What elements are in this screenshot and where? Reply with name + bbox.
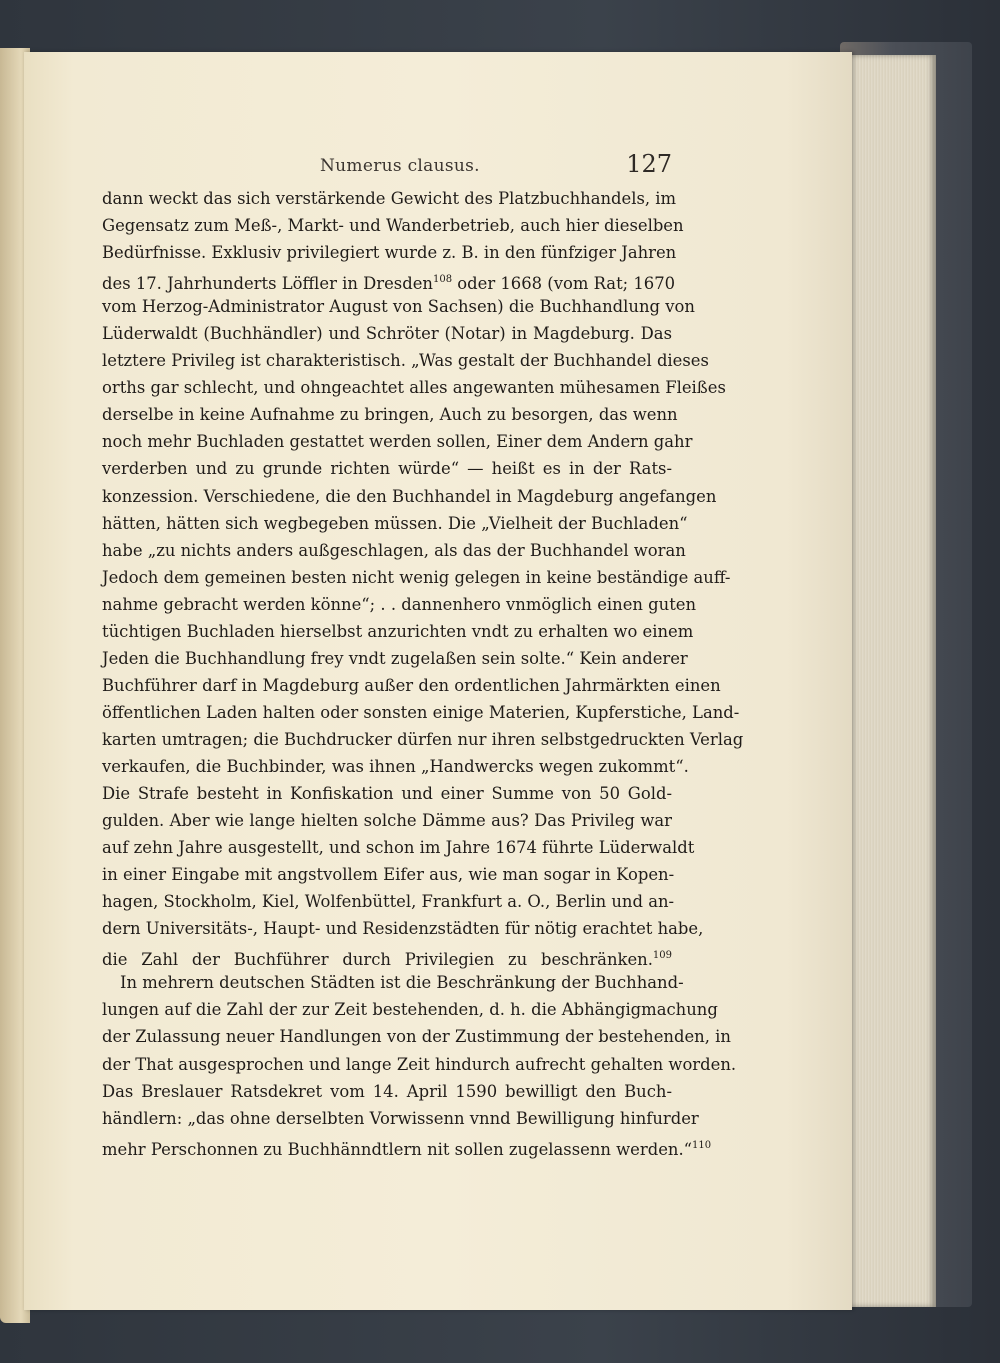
text-line: [102, 239, 677, 266]
line-text: in einer Eingabe mit angstvollem Eifer aus, wie man sogar in Kopen-: [102, 865, 675, 885]
line-text: Bedürfnisse. Exklusiv privilegiert wurde z. B. in den fünfziger Jahren: [102, 243, 677, 263]
text-line: [102, 510, 688, 537]
line-text: karten umtragen; die Buchdrucker dürfen nur ihren selbstgedruckten Verlag: [102, 729, 744, 749]
text-line: [102, 942, 672, 969]
line-text: Buchführer darf in Magdeburg außer den ordentlichen Jahrmärkten einen: [102, 675, 721, 695]
text-line: [102, 753, 689, 780]
text-line: [102, 1105, 699, 1132]
text-line: [102, 483, 717, 510]
line-text: derselbe in keine Aufnahme zu bringen, Auch zu besorgen, das wenn: [102, 405, 678, 425]
line-text: Jeden die Buchhandlung frey vndt zugelaßen sein solte.“ Kein anderer: [102, 648, 688, 668]
line-text: tüchtigen Buchladen hierselbst anzurichten vndt zu erhalten wo einem: [102, 621, 694, 641]
line-text: habe „zu nichts anders außgeschlagen, als das der Buchhandel woran: [102, 540, 686, 560]
line-text: konzession. Verschiedene, die den Buchhandel in Magdeburg angefangen: [102, 486, 717, 506]
line-text: gulden. Aber wie lange hielten solche Dämme aus? Das Privileg war: [102, 811, 672, 831]
line-text: In mehrern deutschen Städten ist die Beschränkung der Buchhand-: [120, 973, 684, 993]
line-text: verkaufen, die Buchbinder, was ihnen „Handwercks wegen zukommt“.: [102, 756, 689, 776]
text-line: [102, 591, 697, 618]
line-text: händlern: „das ohne derselbten Vorwissenn vnnd Bewilligung hinfurder: [102, 1108, 699, 1128]
line-text: letztere Privileg ist charakteristisch. „Was gestalt der Buchhandel dieses: [102, 351, 709, 371]
line-text: mehr Perschonnen zu Buchhänndtlern nit sollen zugelassenn werden.“: [102, 1139, 693, 1159]
text-line: [102, 537, 686, 564]
text-line: [102, 888, 675, 915]
text-line: [102, 293, 695, 320]
line-text: der Zulassung neuer Handlungen von der Zustimmung der bestehenden, in: [102, 1027, 731, 1047]
line-text: Das Breslauer Ratsdekret vom 14. April 1590 bewilligt den Buch-: [102, 1081, 672, 1101]
line-text: Jedoch dem gemeinen besten nicht wenig gelegen in keine beständige auff-: [102, 567, 731, 587]
line-text: des 17. Jahrhunderts Löffler in Dresden: [102, 274, 433, 294]
text-line: [102, 1051, 737, 1078]
line-text: Gegensatz zum Meß-, Markt- und Wanderbetrieb, auch hier dieselben: [102, 216, 684, 236]
footnote-ref: 108: [432, 274, 453, 286]
line-text: noch mehr Buchladen gestattet werden sollen, Einer dem Andern gahr: [102, 432, 693, 452]
text-line: [102, 915, 704, 942]
text-line: [102, 861, 675, 888]
footnote-ref: 109: [652, 950, 672, 962]
text-line: [102, 266, 676, 294]
text-line: [102, 347, 709, 374]
line-text: der That ausgesprochen und lange Zeit hindurch aufrecht gehalten worden.: [102, 1054, 737, 1074]
line-text: hagen, Stockholm, Kiel, Wolfenbüttel, Frankfurt a. O., Berlin und an-: [102, 892, 675, 912]
text-line: [102, 1078, 672, 1105]
text-line: [102, 564, 731, 591]
line-text-continued: oder 1668 (vom Rat; 1670: [452, 274, 676, 294]
text-line: [102, 834, 695, 861]
line-text: öffentlichen Laden halten oder sonsten einige Materien, Kupferstiche, Land-: [102, 702, 740, 722]
line-text: auf zehn Jahre ausgestellt, und schon im Jahre 1674 führte Lüderwaldt: [102, 838, 695, 858]
text-line: [102, 320, 672, 347]
line-text: hätten, hätten sich wegbegeben müssen. Die „Vielheit der Buchladen“: [102, 513, 688, 533]
text-line: [102, 185, 677, 212]
text-line: [102, 807, 672, 834]
line-text: lungen auf die Zahl der zur Zeit bestehenden, d. h. die Abhängigmachung: [102, 1000, 718, 1020]
text-line: [102, 374, 726, 401]
line-text: die Zahl der Buchführer durch Privilegien zu beschränken.: [102, 950, 653, 970]
text-line: [102, 618, 694, 645]
text-line: [102, 455, 672, 482]
running-title: Numerus clausus.: [320, 156, 480, 176]
line-text: nahme gebracht werden könne“; . . dannenhero vnmöglich einen guten: [102, 594, 697, 614]
page-number: 127: [626, 150, 672, 178]
line-text: dern Universitäts-, Haupt- und Residenzstädten für nötig erachtet habe,: [102, 919, 704, 939]
text-line: [102, 1132, 712, 1159]
text-line: [102, 996, 718, 1023]
text-line: [102, 969, 684, 996]
line-text: Die Strafe besteht in Konfiskation und einer Summe von 50 Gold-: [102, 784, 672, 804]
line-text: orths gar schlecht, und ohngeachtet alles angewanten mühesamen Fleißes: [102, 378, 726, 398]
line-text: dann weckt das sich verstärkende Gewicht des Platzbuchhandels, im: [102, 189, 677, 208]
line-text: Lüderwaldt (Buchhändler) und Schröter (Notar) in Magdeburg. Das: [102, 324, 672, 344]
text-line: [102, 1023, 731, 1050]
line-text: verderben und zu grunde richten würde“ — heißt es in der Rats-: [102, 459, 672, 479]
text-line: [102, 726, 744, 753]
text-line: [102, 699, 740, 726]
body-text: [102, 185, 744, 1159]
text-line: [102, 401, 678, 428]
text-line: [102, 672, 721, 699]
text-line: [102, 428, 693, 455]
text-line: [102, 645, 688, 672]
running-head: [102, 150, 672, 182]
page-block-edge: [850, 55, 936, 1307]
text-line: [102, 212, 684, 239]
text-line: [102, 780, 672, 807]
line-text: vom Herzog-Administrator August von Sachsen) die Buchhandlung von: [102, 297, 695, 317]
footnote-ref: 110: [692, 1139, 712, 1151]
